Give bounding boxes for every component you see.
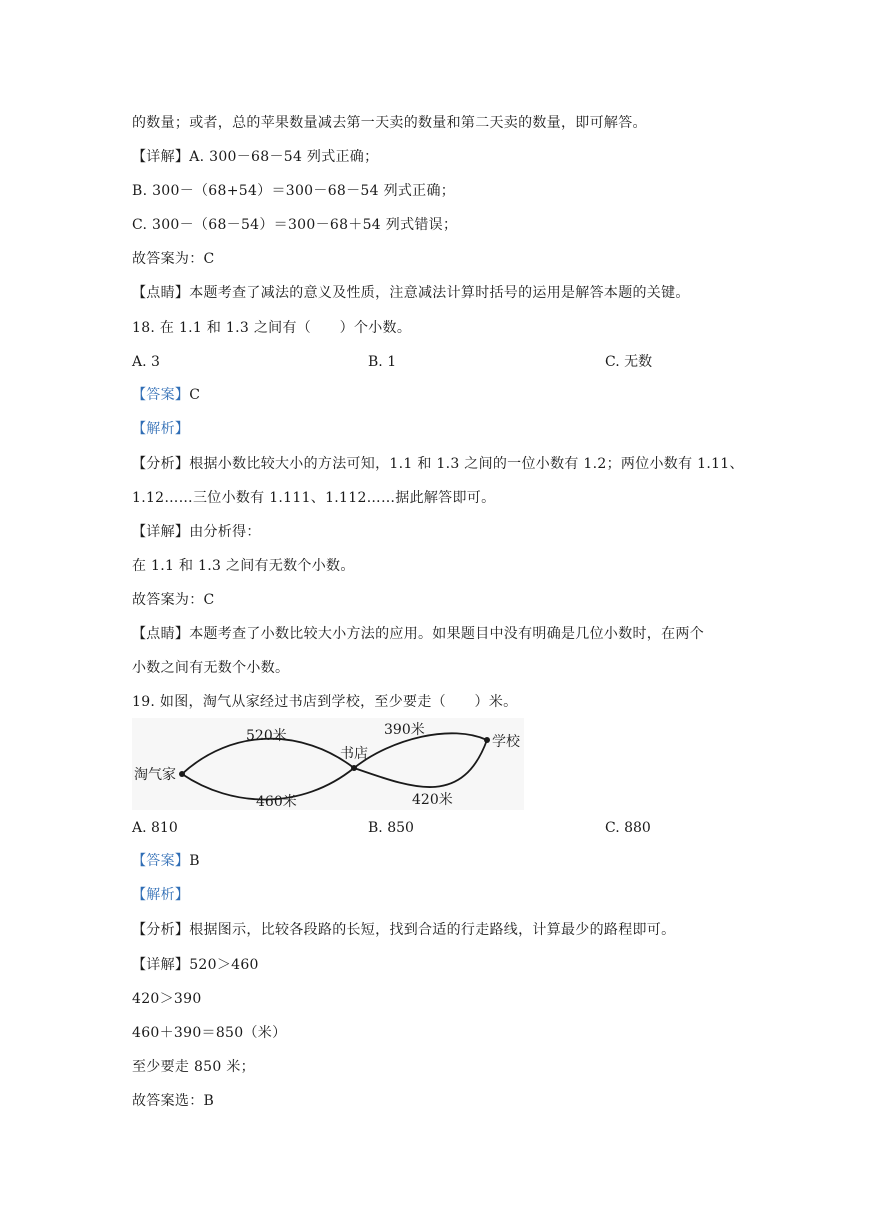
store-label: 书店 xyxy=(340,746,368,762)
text-line: 【点睛】本题考查了减法的意义及性质，注意减法计算时括号的运用是解答本题的关键。 xyxy=(132,285,690,301)
answer-value: B xyxy=(189,853,200,869)
route-diagram xyxy=(132,718,524,810)
question-18: 18. 在 1.1 和 1.3 之间有（ ）个小数。 xyxy=(132,320,412,336)
distance-label-lower-left: 460米 xyxy=(256,794,297,810)
text-line: C. 300－（68－54）＝300－68＋54 列式错误； xyxy=(132,217,458,233)
text-line: 460＋390＝850（米） xyxy=(132,1025,287,1041)
option-a: A. 810 xyxy=(132,820,178,836)
diagram-background xyxy=(132,718,524,810)
home-label: 淘气家 xyxy=(134,767,176,783)
text-line: 故答案选：B xyxy=(132,1093,215,1109)
text-line: 【点睛】本题考查了小数比较大小方法的应用。如果题目中没有明确是几位小数时，在两个 xyxy=(132,626,704,642)
text-line: 的数量；或者，总的苹果数量减去第一天卖的数量和第二天卖的数量，即可解答。 xyxy=(132,115,647,131)
text-line: 故答案为：C xyxy=(132,592,215,608)
store-point xyxy=(351,765,357,771)
home-point xyxy=(179,771,185,777)
text-line: 【详解】A. 300－68－54 列式正确； xyxy=(132,149,379,165)
text-line: 至少要走 850 米； xyxy=(132,1059,255,1075)
option-c: C. 无数 xyxy=(605,354,653,370)
option-b: B. 1 xyxy=(368,354,397,370)
text-line: 1.12……三位小数有 1.111、1.112……据此解答即可。 xyxy=(132,490,496,506)
answer-tag: 【答案】 xyxy=(132,387,190,403)
school-label: 学校 xyxy=(492,734,520,750)
distance-label-upper-left: 520米 xyxy=(246,728,287,744)
distance-label-upper-right: 390米 xyxy=(384,722,425,738)
text-line: 故答案为：C xyxy=(132,251,215,267)
answer-tag: 【答案】 xyxy=(132,853,190,869)
text-line: B. 300－（68+54）＝300－68－54 列式正确； xyxy=(132,183,456,199)
text-line: 【分析】根据图示，比较各段路的长短，找到合适的行走路线，计算最少的路程即可。 xyxy=(132,922,676,938)
school-point xyxy=(484,737,490,743)
distance-label-lower-right: 420米 xyxy=(412,792,453,808)
text-line: 【分析】根据小数比较大小的方法可知，1.1 和 1.3 之间的一位小数有 1.2；两位小数有 1.11、 xyxy=(132,456,744,472)
text-line: 在 1.1 和 1.3 之间有无数个小数。 xyxy=(132,558,355,574)
analysis-tag: 【解析】 xyxy=(132,887,190,903)
option-a: A. 3 xyxy=(132,354,160,370)
text-line: 小数之间有无数个小数。 xyxy=(132,660,290,676)
answer-line xyxy=(132,385,200,405)
option-b: B. 850 xyxy=(368,820,414,836)
answer-value: C xyxy=(189,387,201,403)
text-line: 420＞390 xyxy=(132,991,202,1007)
option-c: C. 880 xyxy=(605,820,651,836)
text-line: 【详解】由分析得： xyxy=(132,524,261,540)
text-line: 【详解】520＞460 xyxy=(132,957,259,973)
analysis-tag: 【解析】 xyxy=(132,421,190,437)
question-19: 19. 如图，淘气从家经过书店到学校，至少要走（ ）米。 xyxy=(132,694,518,710)
answer-line xyxy=(132,851,200,871)
